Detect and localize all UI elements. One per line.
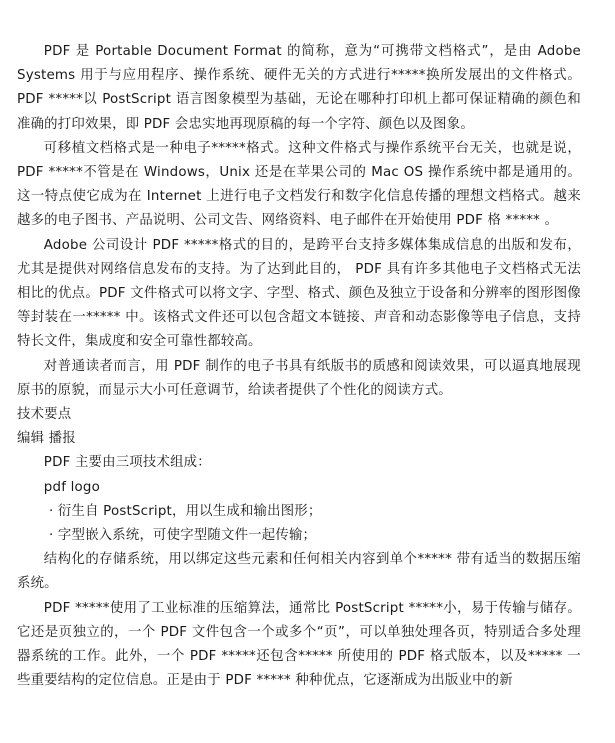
paragraph-readers: 对普通读者而言，用 PDF 制作的电子书具有纸版书的质感和阅读效果，可以逼真地展现原书的原貌，而显示大小可任意调节，给读者提供了个性化的阅读方式。 xyxy=(17,358,581,398)
bullet-font-embedding: · 字型嵌入系统，可使字型随文件一起传输； xyxy=(49,528,317,544)
section-title: 技术要点 xyxy=(17,407,72,423)
tech-intro: PDF 主要由三项技术组成： xyxy=(43,455,211,471)
paragraph-design-goal: Adobe 公司设计 PDF *****格式的目的，是跨平台支持多媒体集成信息的出版和发布，尤其是提供对网络信息发布的支持。为了达到此目的， PDF 具有许多其他电子文档格式无法相比的优点。PDF 文件格式可以将文字、字型、格式、颜色及独立于设备和分辨率的图形图像等封装在一***** 中。该格式文件还可以包含超文本链接、声音和动态影像等电子信息，支持特长文件，集成度和安全可靠性都较高。 xyxy=(17,237,581,350)
bullet-storage: 结构化的存储系统，用以绑定这些元素和任何相关内容到单个***** 带有适当的数据压缩系统。 xyxy=(17,552,581,592)
paragraph-intro: PDF 是 Portable Document Format 的简称，意为“可携带文档格式”，是由 Adobe Systems 用于与应用程序、操作系统、硬件无关的方式进行*****换所发展出的文件格式。PDF *****以 PostScript 语言图象模型为基础，无论在哪种打印机上都可保证精确的颜色和准确的打印效果，即 PDF 会忠实地再现原稿的每一个字符、颜色以及图象。 xyxy=(17,44,581,132)
pdf-logo-caption: pdf logo xyxy=(43,479,100,495)
paragraph-portability: 可移植文档格式是一种电子*****格式。这种文件格式与操作系统平台无关，也就是说，PDF *****不管是在 Windows，Unix 还是在苹果公司的 Mac OS 操作系统中都是通用的。这一特点使它成为在 Internet 上进行电子文档发行和数字化信息传播的理想文档格式。越来越多的电子图书、产品说明、公司文告、网络资料、电子邮件在开始使用 PDF 格 ***** 。 xyxy=(17,140,581,229)
edit-links[interactable]: 编辑 播报 xyxy=(17,431,76,447)
bullet-postscript: · 衍生自 PostScript，用以生成和输出图形； xyxy=(49,503,322,519)
paragraph-compression: PDF *****使用了工业标准的压缩算法，通常比 PostScript *****小，易于传输与储存。它还是页独立的，一个 PDF 文件包含一个或多个“页”，可以单独处理各页，特别适合多处理器系统的工作。此外，一个 PDF *****还包含***** 所使用的 PDF 格式版本，以及***** 一些重要结构的定位信息。正是由于 PDF ***** 种种优点，它逐渐成为出版业中的新 xyxy=(17,600,581,689)
